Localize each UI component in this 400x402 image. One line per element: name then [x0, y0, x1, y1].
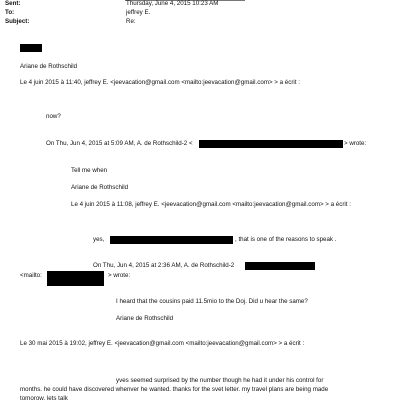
redaction-block: [20, 44, 42, 52]
sent-label: Sent:: [5, 0, 21, 7]
redaction-block: [199, 140, 343, 148]
yes-prefix: yes,: [93, 236, 105, 243]
to-label: To:: [5, 9, 15, 16]
subject-value: Re:: [126, 18, 136, 25]
yves-line-3: tomorow. lets talk: [20, 395, 68, 402]
redaction-block: [47, 271, 104, 286]
now-line: now?: [46, 113, 61, 120]
quote-intro-5: Le 30 mai 2015 à 19:02, jeffrey E. <jeevacation@gmail.com <mailto:jeevacation@gmail.com> > a écrit :: [20, 340, 305, 347]
yves-line-1: yves seemed surprised by the number though he had it under his control for: [116, 377, 324, 384]
signature-name-2: Ariane de Rothschild: [71, 184, 129, 191]
tell-me-when: Tell me when: [71, 167, 108, 174]
quote-intro-2-prefix: On Thu, Jun 4, 2015 at 5:09 AM, A. de Rothschild-2 <: [46, 140, 193, 147]
sent-value: Thursday, June 4, 2015 10:23 AM: [126, 0, 219, 7]
signature-name: Ariane de Rothschild: [20, 63, 78, 70]
quote-intro-3: Le 4 juin 2015 à 11:08, jeffrey E. <jeevacation@gmail.com <mailto:jeevacation@gmail.com> > a écrit :: [71, 201, 351, 208]
cousins-line: I heard that the cousins paid 11.5mio to the Doj. Did u hear the same?: [116, 298, 308, 305]
quote-intro-1: Le 4 juin 2015 à 11:40, jeffrey E. <jeevacation@gmail.com <mailto:jeevacation@gmail.com> > a écrit :: [20, 79, 300, 86]
signature-name-3: Ariane de Rothschild: [116, 315, 174, 322]
mailto-suffix: > wrote:: [108, 272, 131, 279]
redaction-block: [110, 236, 233, 244]
quote-intro-4: On Thu, Jun 4, 2015 at 2:36 AM, A. de Rothschild-2: [93, 262, 235, 269]
subject-label: Subject:: [5, 18, 30, 25]
to-value: jeffrey E.: [126, 9, 151, 16]
yves-line-2: months. he could have discovered whenver he wanted. thanks for the svet letter. my travel plans are being made: [20, 386, 329, 393]
quote-intro-2-suffix: > wrote:: [344, 140, 367, 147]
redaction-block: [245, 262, 315, 270]
yes-suffix: , that is one of the reasons to speak .: [235, 236, 337, 243]
mailto-prefix: <mailto:: [20, 272, 42, 279]
